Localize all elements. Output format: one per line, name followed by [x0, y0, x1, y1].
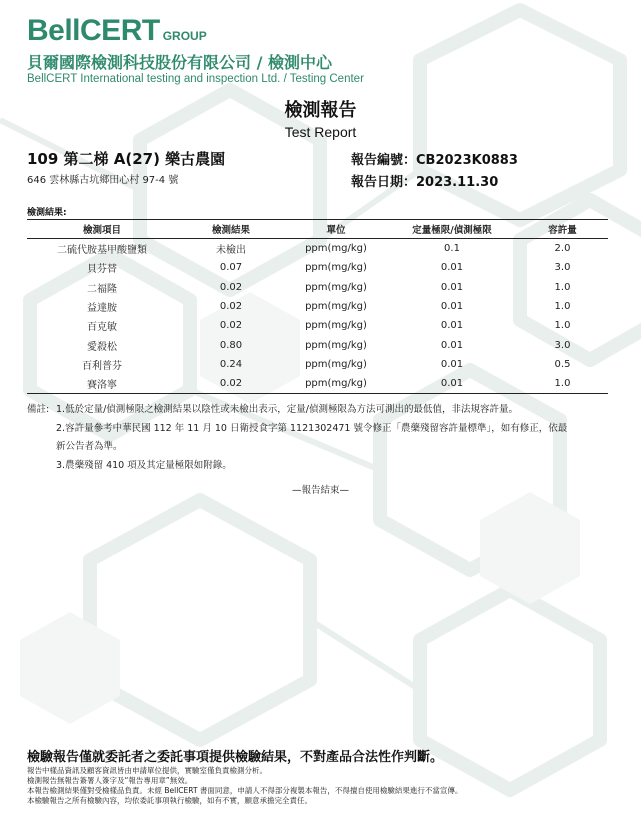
cell-result: 0.07	[219, 262, 243, 274]
notes-label: 備註:	[27, 404, 50, 415]
footer-line: 本報告檢測結果僅對受檢樣品負責。未經 BellCERT 書面同意，申請人不得部分複製本報告，不得擅自使用檢驗結果進行不當宣傳。	[27, 786, 463, 795]
note-line	[27, 420, 612, 439]
cell-result: 0.02	[177, 374, 285, 394]
client-address: 646 雲林縣古坑鄉田心村 97-4 號	[27, 175, 179, 186]
table-row	[27, 297, 608, 316]
note-text: 2.容許量參考中華民國 112 年 11 月 10 日衛授食字第 1121302471 號令修正「農藥殘留容許量標準」，如有修正，依最	[56, 422, 568, 434]
cell-result: 0.02	[219, 301, 243, 313]
cell-limit: 0.01	[440, 281, 464, 293]
cell-result: 0.80	[219, 339, 243, 351]
header-tolerance: 容許量	[517, 220, 608, 239]
cell-unit: ppm(mg/kg)	[305, 262, 367, 274]
header-unit: 單位	[285, 220, 387, 239]
table-row	[27, 278, 608, 297]
table-row	[27, 239, 608, 259]
cell-unit: ppm(mg/kg)	[285, 374, 387, 394]
table-row	[27, 258, 608, 277]
logo-wordmark: BellCERT	[27, 14, 160, 47]
header-result: 檢測結果	[177, 220, 285, 239]
note-line	[27, 401, 612, 420]
note-text: 新公告者為準。	[56, 441, 123, 452]
cell-item: 益達胺	[87, 303, 117, 315]
cell-item: 百克敏	[87, 322, 117, 334]
report-end-mark: —報告結束—	[291, 485, 349, 496]
cell-tolerance: 1.0	[554, 320, 571, 332]
cell-limit: 0.01	[440, 262, 464, 274]
header-test-item: 檢測項目	[27, 220, 177, 239]
cell-limit: 0.01	[440, 301, 464, 313]
note-text: 1.低於定量/偵測極限之檢測結果以陰性或未檢出表示，定量/偵測極限為方法可測出的最低值，非法規容許量。	[56, 404, 518, 415]
header-limit: 定量極限/偵測極限	[387, 220, 517, 239]
cell-limit: 0.01	[440, 339, 464, 351]
cell-tolerance: 3.0	[554, 262, 571, 274]
note-line	[27, 457, 612, 476]
table-row	[27, 316, 608, 335]
cell-tolerance: 1.0	[554, 281, 571, 293]
cell-item: 二福隆	[87, 283, 117, 295]
company-name-english: BellCERT International testing and inspection Ltd. / Testing Center	[27, 73, 364, 85]
report-number: 報告編號：CB2023K0883	[351, 153, 518, 168]
cell-item: 愛殺松	[87, 341, 117, 353]
notes-section	[27, 401, 612, 475]
bellcert-logo	[27, 14, 207, 48]
cell-limit: 0.01	[440, 358, 464, 370]
client-name: 109 第二梯 A(27) 樂古農園	[27, 150, 226, 168]
cell-result: 未檢出	[216, 245, 246, 257]
cell-result: 0.24	[219, 358, 243, 370]
cell-item: 二硫代胺基甲酸鹽類	[57, 245, 147, 257]
report-date: 報告日期：2023.11.30	[351, 175, 499, 190]
note-line	[27, 438, 612, 457]
results-table	[27, 219, 608, 394]
note-text: 3.農藥殘留 410 項及其定量極限如附錄。	[56, 459, 232, 471]
logo-group-text: GROUP	[162, 29, 207, 43]
cell-result: 0.02	[219, 320, 243, 332]
cell-tolerance: 1.0	[554, 301, 571, 313]
results-label: 檢測結果:	[27, 208, 67, 218]
cell-tolerance: 1.0	[517, 374, 608, 394]
cell-tolerance: 2.0	[554, 243, 571, 255]
cell-unit: ppm(mg/kg)	[305, 339, 367, 351]
report-title-english: Test Report	[284, 124, 357, 140]
cell-unit: ppm(mg/kg)	[305, 358, 367, 370]
cell-limit: 0.1	[444, 243, 460, 255]
table-row	[27, 355, 608, 374]
cell-result: 0.02	[219, 281, 243, 293]
footer-line: 檢測報告無報告簽署人簽字及“報告專用章”無效。	[27, 776, 193, 785]
cell-unit: ppm(mg/kg)	[305, 281, 367, 293]
footer-disclaimer: 檢驗報告僅就委託者之委託事項提供檢驗結果，不對產品合法性作判斷。	[27, 750, 444, 765]
report-title-chinese: 檢測報告	[284, 100, 357, 121]
cell-unit: ppm(mg/kg)	[305, 320, 367, 332]
cell-tolerance: 3.0	[554, 339, 571, 351]
footer-line: 本檢驗報告之所有檢驗內容，均依委託事項執行檢驗，如有不實，願意承擔完全責任。	[27, 796, 312, 805]
footer-line: 報告中樣品資訊及顧客資訊皆由申請單位提供，實驗室僅負責檢測分析。	[27, 766, 267, 775]
cell-item: 百利普芬	[82, 360, 122, 372]
table-header-row	[27, 220, 608, 239]
table-row	[27, 374, 608, 394]
cell-limit: 0.01	[440, 320, 464, 332]
cell-unit: ppm(mg/kg)	[305, 243, 367, 255]
cell-tolerance: 0.5	[554, 358, 571, 370]
cell-unit: ppm(mg/kg)	[305, 301, 367, 313]
table-row	[27, 335, 608, 354]
cell-item: 貝芬替	[87, 264, 117, 276]
cell-item: 賽洛寧	[27, 374, 177, 394]
cell-limit: 0.01	[387, 374, 517, 394]
company-name-chinese: 貝爾國際檢測科技股份有限公司 / 檢測中心	[27, 53, 332, 72]
